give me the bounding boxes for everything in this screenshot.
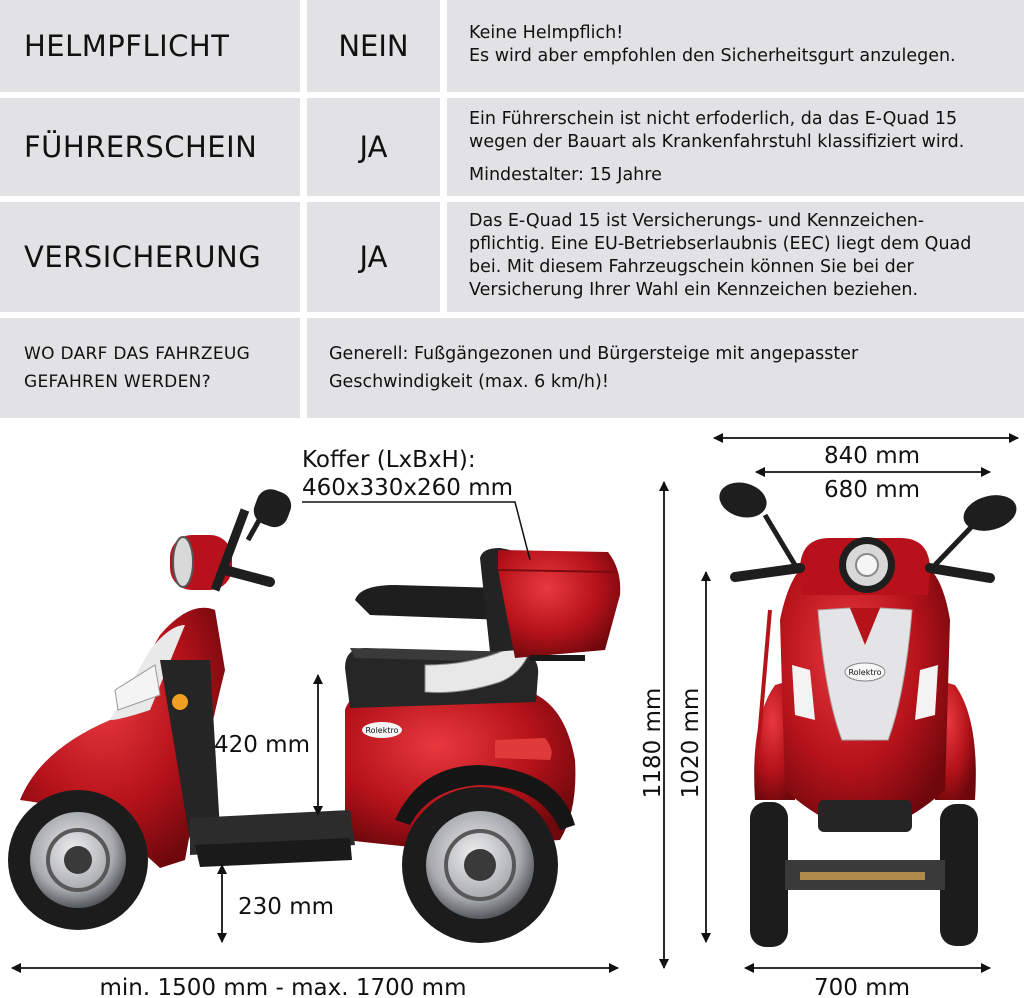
front-view-left-wheel [750, 802, 788, 947]
width-outer-label: 840 mm [823, 443, 921, 469]
brand-badge-front: Rolektro [848, 668, 882, 677]
desc-helmpflicht [447, 0, 1024, 92]
desc-versicherung-line: bei. Mit diesem Fahrzeugschein können Sie bei der [469, 257, 914, 277]
value-helmpflicht [307, 0, 440, 92]
desc-helmpflicht-line: Es wird aber empfohlen den Sicherheitsgurt anzulegen. [469, 46, 956, 66]
scooter-front-view [715, 477, 1020, 947]
value-versicherung-text: JA [359, 240, 388, 274]
desc-wo-fahren-line: Generell: Fußgängezonen und Bürgersteige mit angepasster [329, 344, 859, 364]
desc-wo-fahren-line: Geschwindigkeit (max. 6 km/h)! [329, 372, 609, 392]
label-wo-fahren [0, 318, 300, 418]
value-fuehrerschein-text: JA [359, 130, 388, 164]
label-helmpflicht [0, 0, 300, 92]
label-fuehrerschein-text: FÜHRERSCHEIN [24, 130, 258, 164]
label-versicherung [0, 202, 300, 312]
value-helmpflicht-text: NEIN [338, 29, 409, 63]
koffer-label: Koffer (LxBxH): [302, 447, 476, 473]
desc-wo-fahren [307, 318, 1024, 418]
front-wheel [8, 790, 148, 930]
koffer-size: 460x330x260 mm [302, 475, 514, 501]
desc-fuehrerschein-line: wegen der Bauart als Krankenfahrstuhl klassifiziert wird. [469, 132, 965, 152]
desc-helmpflicht-line: Keine Helmpflich! [469, 23, 624, 43]
desc-fuehrerschein-line: Ein Führerschein ist nicht erfoderlich, da das E-Quad 15 [469, 109, 958, 129]
width-inner-label: 680 mm [823, 477, 921, 503]
label-wo-fahren-line: WO DARF DAS FAHRZEUG [24, 344, 251, 364]
rear-wheel [402, 787, 558, 943]
label-versicherung-text: VERSICHERUNG [24, 240, 262, 274]
front-view-right-wheel [940, 804, 978, 946]
value-fuehrerschein [307, 98, 440, 196]
seat-back-height-label: 1020 mm [678, 687, 704, 799]
desc-versicherung [447, 202, 1024, 312]
min-age-note: Mindestalter: 15 Jahre [469, 165, 662, 185]
desc-fuehrerschein [447, 98, 1024, 196]
dimension-figure [0, 420, 1024, 998]
label-helmpflicht-text: HELMPFLICHT [24, 29, 230, 63]
brand-badge-side: Rolektro [365, 726, 399, 735]
desc-versicherung-line: pflichtig. Eine EU-Betriebserlaubnis (EEC) liegt dem Quad [469, 234, 972, 254]
total-height-label: 1180 mm [640, 687, 666, 799]
desc-versicherung-line: Versicherung Ihrer Wahl ein Kennzeichen beziehen. [469, 280, 919, 300]
ground-clearance-label: 230 mm [238, 894, 335, 920]
width-base-label: 700 mm [813, 975, 911, 998]
value-versicherung [307, 202, 440, 312]
length-label: min. 1500 mm - max. 1700 mm [99, 975, 467, 998]
seat-height-label: 420 mm [213, 732, 310, 758]
desc-versicherung-line: Das E-Quad 15 ist Versicherungs- und Kennzeichen- [469, 211, 925, 231]
label-wo-fahren-line: GEFAHREN WERDEN? [24, 372, 211, 392]
label-fuehrerschein [0, 98, 300, 196]
